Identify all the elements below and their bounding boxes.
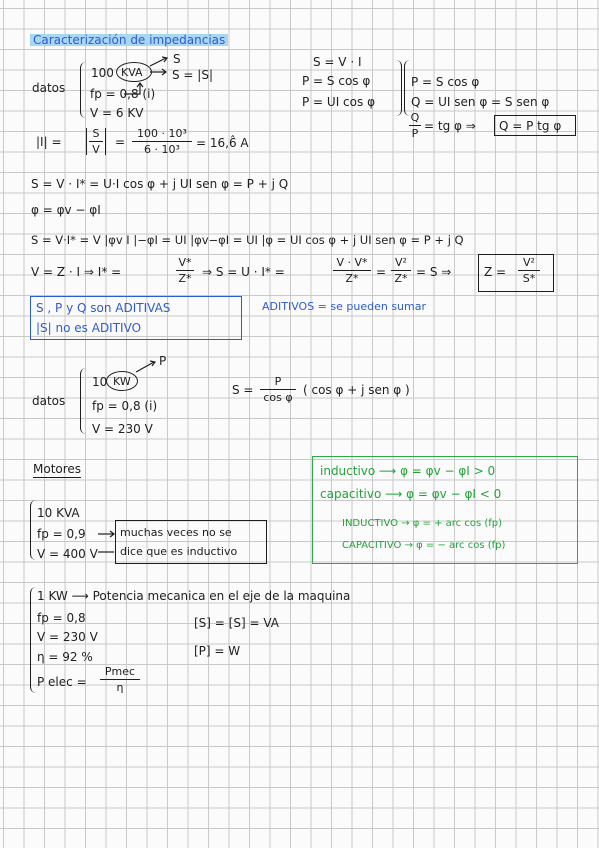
frac-num: V* [176,257,194,271]
capacitive-def: capacitivo ⟶ φ = φv − φI < 0 [320,487,502,501]
power-factor: fp = 0,8 [37,611,86,625]
additive-line-2: |S| no es ADITIVO [36,321,142,335]
impedance-eq-d: = S ⇒ [416,265,452,279]
phasor-eq: S = V·I* = V |φv I |−φI = UI |φv−φI = UI |φ = UI cos φ + j UI sen φ = P + j Q [31,233,464,247]
motor-power-factor: fp = 0,9 [37,527,86,541]
frac-num: Q [410,111,420,124]
power-factor: fp = 0,8 (i) [90,87,156,101]
frac-den: Z* [345,272,359,285]
relation-1: S = V · I [313,55,362,69]
current-lhs: |I| = [36,135,62,149]
power-value: 100 [91,66,114,80]
inductive-angle: INDUCTIVO → φ = + arc cos (fp) [342,518,503,529]
relation-3: P = UI cos φ [302,95,375,109]
page-title: Caracterización de impedancias [30,34,228,46]
frac-num: V² [391,257,411,271]
tan-relation: = tg φ ⇒ [424,119,476,133]
impedance-eq-b: ⇒ S = U · I* = [202,265,285,279]
voltage: V = 230 V [92,422,153,436]
phase-eq: φ = φv − φI [31,203,101,217]
frac-den: Z* [178,272,192,285]
datos-label: datos [32,81,66,95]
frac-den: P [411,127,419,140]
motor-note-2: dice que es inductivo [120,545,238,558]
voltage: V = 230 V [37,630,98,644]
impedance-eq-c: = [376,265,387,279]
section-title-motores: Motores [33,462,82,476]
current-result: = 16,6̂ A [196,136,249,150]
power-unit: KW [113,375,131,388]
voltage: V = 6 KV [90,106,144,120]
apparent-power-rhs: ( cos φ + j sen φ ) [303,383,410,397]
frac-num: V · V* [333,257,371,271]
frac-num: Pmec [100,666,140,680]
frac-den: Z* [394,272,408,285]
s-label: S [173,52,181,66]
relation-s1: P = S cos φ [411,75,480,89]
frac-den: η [116,681,124,694]
relation-s2: Q = UI sen φ = S sen φ [411,95,550,109]
power-factor: fp = 0,8 (i) [92,399,158,413]
relation-2: P = S cos φ [302,74,371,88]
mechanical-power: 1 KW ⟶ Potencia mecanica en el eje de la maquina [37,589,351,603]
frac-num: S [89,128,103,142]
efficiency: η = 92 % [37,650,93,664]
frac-den: S* [522,272,536,285]
motor-voltage: V = 400 V [37,547,98,561]
units-s: [S] = [S] = VA [194,616,279,630]
frac-num: 100 · 10³ [132,128,192,142]
complex-power-eq: S = V · I* = U·I cos φ + j UI sen φ = P + j Q [31,177,289,191]
electric-power-lhs: P elec = [37,675,87,689]
motor-power: 10 KVA [37,506,80,520]
boxed-result-text: Q = P tg φ [499,119,562,133]
frac-num: V² [518,257,540,271]
equals: = [115,135,126,149]
frac-den: V [92,143,100,156]
motor-note-1: muchas veces no se [120,526,232,539]
additive-line-1: S , P y Q son ADITIVAS [36,301,171,315]
power-unit: KVA [121,66,143,79]
p-label: P [159,354,167,368]
s-magnitude: S = |S| [172,68,214,82]
power-value: 10 [92,375,108,389]
apparent-power-lhs: S = [232,383,254,397]
frac-num: P [260,376,296,390]
additive-definition: ADITIVOS = se pueden sumar [262,300,427,313]
inductive-def: inductivo ⟶ φ = φv − φI > 0 [320,464,496,478]
impedance-lhs: Z = [484,265,507,279]
datos-label: datos [32,394,66,408]
capacitive-angle: CAPACITIVO → φ = − arc cos (fp) [342,540,506,551]
units-p: [P] = W [194,644,241,658]
frac-den: cos φ [263,391,293,404]
impedance-eq-a: V = Z · I ⇒ I* = [31,265,122,279]
frac-den: 6 · 10³ [144,143,180,156]
